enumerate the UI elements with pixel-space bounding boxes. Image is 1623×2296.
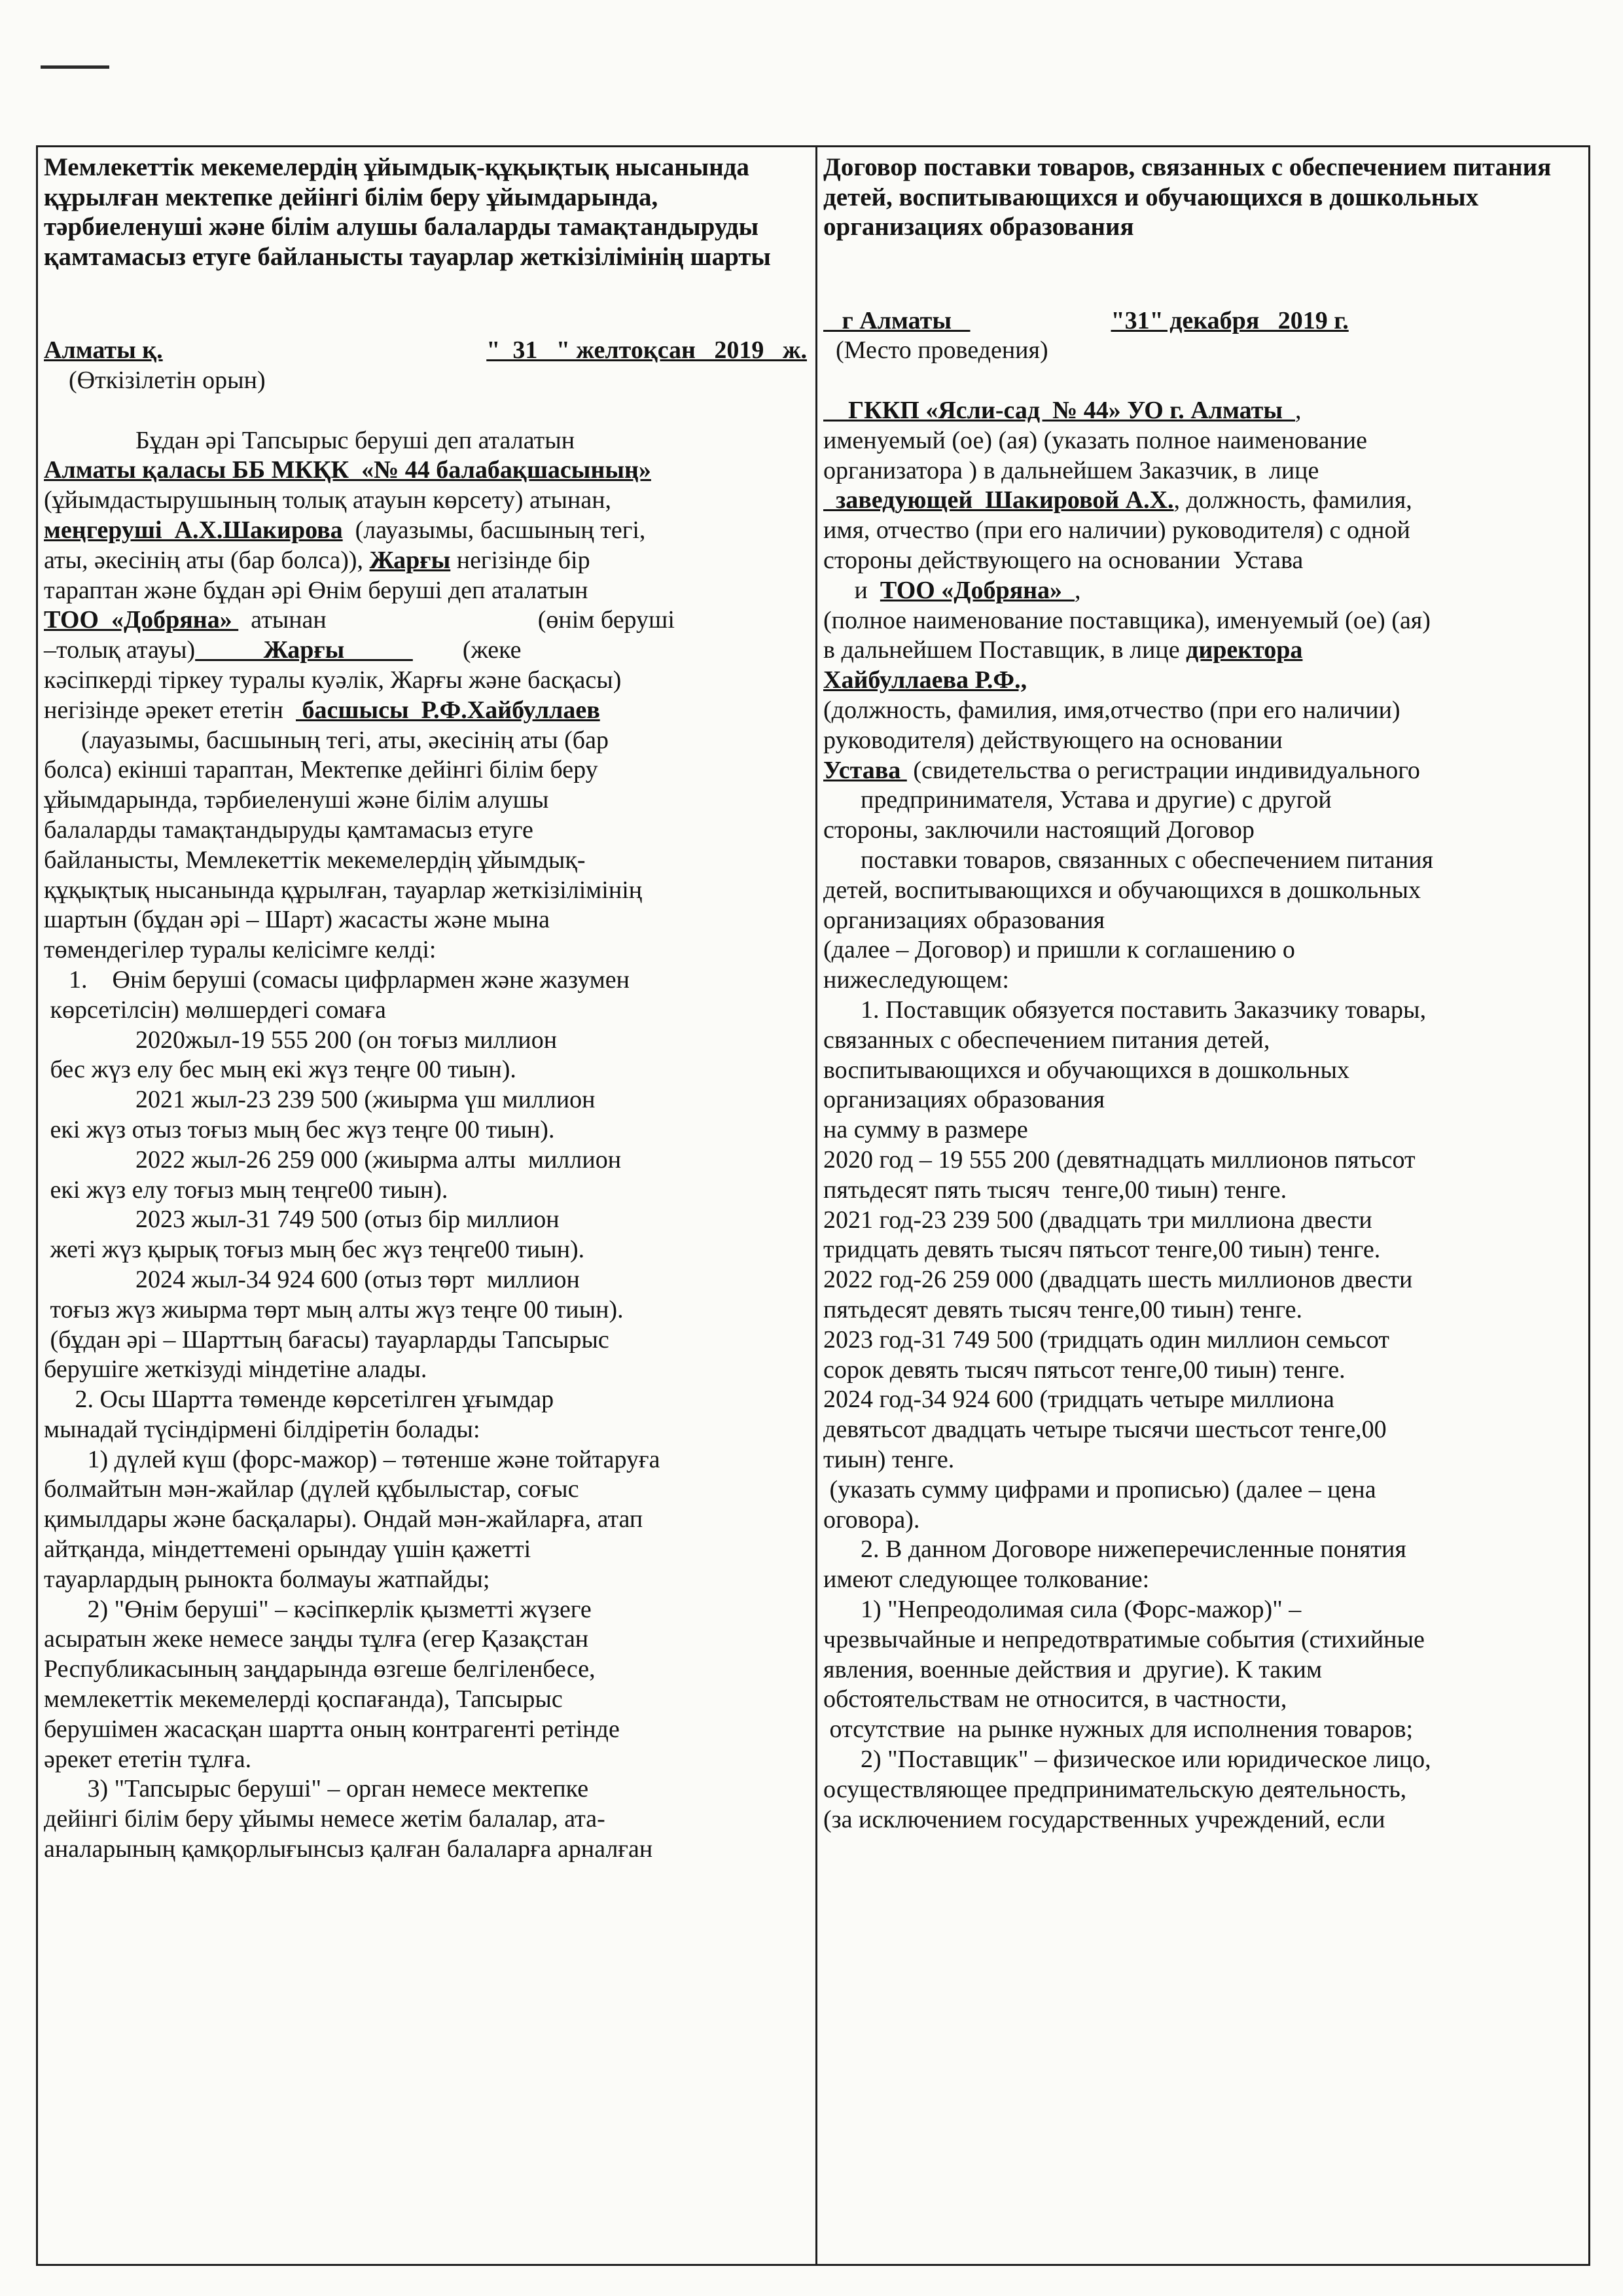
ru-title-line2: организациях образования <box>823 213 1134 241</box>
bilingual-contract-table <box>36 145 1590 2266</box>
ru-amount-line: 2023 год-31 749 500 (тридцать один миллион семьсот <box>823 1325 1390 1354</box>
ru-line: (за исключением государственных учреждений, если <box>823 1805 1385 1833</box>
kz-line: көрсетілсін) мөлшердегі сомаға <box>44 996 386 1024</box>
ru-line: отсутствие на рынке нужных для исполнения товаров; <box>823 1715 1414 1744</box>
kz-amount-line: 2023 жыл-31 749 500 (отыз бір миллион <box>135 1206 560 1234</box>
ru-supplier-name: ТОО «Добряна» <box>880 576 1075 604</box>
kz-line: аты, әкесінің аты (бар болса)), Жарғы негізінде бір <box>44 546 590 574</box>
ru-line: имя, отчество (при его наличии) руководителя) с одной <box>823 516 1410 545</box>
ru-line: 2) "Поставщик" – физическое или юридическое лицо, <box>823 1745 1431 1773</box>
kz-supplier-name: ТОО «Добряна» <box>44 606 239 634</box>
ru-amount-line: 2024 год-34 924 600 (тридцать четыре миллиона <box>823 1386 1334 1414</box>
kz-place-date-row <box>44 336 807 366</box>
kz-line: асыратын жеке немесе заңды тұлға (егер Қазақстан <box>44 1625 589 1653</box>
kz-date: " 31 " желтоқсан 2019 ж. <box>486 336 807 364</box>
kz-line: бес жүз елу бес мың екі жүз теңге 00 тиын). <box>44 1056 516 1084</box>
ru-line: ГККП «Ясли-сад № 44» УО г. Алматы , <box>823 397 1302 425</box>
kz-supplier-head: басшысы Р.Ф.Хайбуллаев <box>296 696 600 724</box>
ru-line: имеют следующее толкование: <box>823 1566 1150 1594</box>
kz-title: Мемлекеттік мекемелердің ұйымдық-құқықтық нысанында құрылған мектепке дейінгі білім беру ұйымдарында, тәрбиеленуші және білім алушы балаларды тамақтандыруды қамтамасыз етуге байланысты тауарлар жеткізілімінің шарты <box>44 153 771 271</box>
kz-line: негізінде әрекет ететін басшысы Р.Ф.Хайбуллаев <box>44 696 600 724</box>
ru-line: девятьсот двадцать четыре тысячи шестьсот тенге,00 <box>823 1416 1387 1444</box>
kz-amount-line: 2020жыл-19 555 200 (он тоғыз миллион <box>135 1026 558 1054</box>
ru-line: 2. В данном Договоре нижеперечисленные понятия <box>823 1535 1406 1564</box>
kz-line: дейінгі білім беру ұйымы немесе жетім балалар, ата- <box>44 1805 605 1833</box>
ru-line: организациях образования <box>823 1086 1105 1114</box>
ru-charter: Устава <box>823 756 907 784</box>
kz-line: Бұдан әрі Тапсырыс беруші деп аталатын <box>135 426 575 454</box>
russian-column <box>823 152 1586 1835</box>
corner-mark <box>41 65 109 69</box>
ru-line: обстоятельствам не относится, в частности, <box>823 1685 1287 1713</box>
kz-place-hint: (Өткізілетін орын) <box>69 366 266 394</box>
ru-line: пятьдесят девять тысяч тенге,00 тиын) тенге. <box>823 1296 1302 1323</box>
ru-line: оговора). <box>823 1505 920 1534</box>
kz-line: мынадай түсіндірмені білдіретін болады: <box>44 1415 480 1443</box>
kz-line: мемлекеттік мекемелерді қоспағанда), Тапсырыс <box>44 1685 563 1713</box>
ru-line: осуществляющее предпринимательскую деятельность, <box>823 1775 1407 1803</box>
ru-amount-line: 2021 год-23 239 500 (двадцать три миллиона двести <box>823 1206 1372 1234</box>
kz-line: 2) "Өнім беруші" – кәсіпкерлік қызметті жүзеге <box>44 1595 592 1623</box>
ru-date: "31" декабря 2019 г. <box>1111 306 1349 334</box>
ru-line: заведующей Шакировой А.Х., должность, фамилия, <box>823 486 1412 514</box>
kz-city: Алматы қ. <box>44 336 163 364</box>
kz-line: жеті жүз қырық тоғыз мың бес жүз теңге00 тиын). <box>44 1236 585 1264</box>
kz-line: ТОО «Добряна» атынан (өнім беруші <box>44 606 675 634</box>
kz-line: екі жүз отыз тоғыз мың бес жүз теңге 00 тиын). <box>44 1115 555 1143</box>
kz-line: шартын (бұдан әрі – Шарт) жасасты және мына <box>44 906 550 934</box>
ru-line: чрезвычайные и непредотвратимые события (стихийные <box>823 1625 1425 1653</box>
ru-line: тридцать девять тысяч пятьсот тенге,00 тиын) тенге. <box>823 1236 1381 1264</box>
kazakh-column <box>44 152 807 1865</box>
kz-line: (бұдан әрі – Шарттың бағасы) тауарларды Тапсырыс <box>44 1325 609 1354</box>
ru-supplier-position: директора <box>1186 636 1303 664</box>
kz-line: 2. Осы Шартта төменде көрсетілген ұғымдар <box>44 1386 554 1414</box>
kz-line: 1. Өнім беруші (сомасы цифрлармен және жазумен <box>44 965 630 994</box>
ru-line: нижеследующем: <box>823 966 1009 994</box>
ru-line: (указать сумму цифрами и прописью) (далее – цена <box>823 1475 1376 1503</box>
kz-line: тоғыз жүз жиырма төрт мың алты жүз теңге 00 тиын). <box>44 1295 624 1323</box>
ru-line: (должность, фамилия, имя,отчество (при его наличии) <box>823 696 1400 725</box>
kz-amount-line: 2024 жыл-34 924 600 (отыз төрт миллион <box>135 1265 580 1293</box>
kz-supplier-charter: Жарғы <box>195 636 413 664</box>
ru-line: связанных с обеспечением питания детей, <box>823 1026 1270 1054</box>
kz-head-name: меңгеруші А.Х.Шакирова <box>44 516 343 544</box>
ru-line: на сумму в размере <box>823 1116 1028 1144</box>
kz-charter: Жарғы <box>369 546 451 574</box>
ru-line: стороны действующего на основании Устава <box>823 547 1304 575</box>
kz-line: Республикасының заңдарында өзгеше белгіленбесе, <box>44 1655 596 1683</box>
kz-line: (лауазымы, басшының тегі, аты, әкесінің аты (бар <box>44 726 609 754</box>
ru-line: явления, военные действия и другие). К таким <box>823 1655 1322 1683</box>
ru-head-name: заведующей Шакировой А.Х. <box>823 486 1174 514</box>
ru-line: сорок девять тысяч пятьсот тенге,00 тиын) тенге. <box>823 1355 1346 1384</box>
ru-line: организатора ) в дальнейшем Заказчик, в лице <box>823 456 1319 484</box>
kz-line: меңгеруші А.Х.Шакирова (лауазымы, басшының тегі, <box>44 516 646 544</box>
ru-line: Устава (свидетельства о регистрации индивидуального <box>823 756 1420 784</box>
kz-organizer-name: Алматы қаласы ББ МКҚК «№ 44 балабақшасының» <box>44 456 651 484</box>
kz-line: берушімен жасасқан шартта оның контрагенті ретінде <box>44 1715 620 1743</box>
kz-line: –толық атауы) Жарғы (жеке <box>44 636 522 664</box>
kz-line: екі жүз елу тоғыз мың теңге00 тиын). <box>44 1175 448 1204</box>
kz-line: қимылдары және басқалары). Ондай мән-жайларға, атап <box>44 1505 643 1534</box>
ru-line: пятьдесят пять тысяч тенге,00 тиын) тенге. <box>823 1175 1287 1204</box>
ru-line: и ТОО «Добряна» , <box>823 576 1081 604</box>
ru-line: (полное наименование поставщика), именуемый (ое) (ая) <box>823 606 1431 634</box>
ru-supplier-head: Хайбуллаева Р.Ф., <box>823 666 1027 694</box>
ru-amount-line: 2020 год – 19 555 200 (девятнадцать миллионов пятьсот <box>823 1146 1416 1174</box>
kz-amount-line: 2022 жыл-26 259 000 (жиырма алты миллион <box>135 1145 622 1174</box>
ru-title: Договор поставки товаров, связанных с обеспечением питания детей, воспитывающихся и обучающихся в дошкольных <box>823 153 1552 211</box>
kz-line: аналарының қамқорлығынсыз қалған балаларға арналған <box>44 1835 653 1863</box>
ru-line: именуемый (ое) (ая) (указать полное наименование <box>823 426 1367 454</box>
column-divider <box>815 147 817 2264</box>
ru-place-date-row <box>823 306 1586 336</box>
ru-organizer-name: ГККП «Ясли-сад № 44» УО г. Алматы <box>823 397 1296 425</box>
ru-line: 1. Поставщик обязуется поставить Заказчику товары, <box>823 996 1427 1024</box>
ru-city: г Алматы <box>823 306 971 334</box>
ru-line: поставки товаров, связанных с обеспечением питания <box>823 846 1434 874</box>
kz-line: байланысты, Мемлекеттік мекемелердің ұйымдық- <box>44 846 586 874</box>
ru-line: в дальнейшем Поставщик, в лице директора <box>823 636 1303 664</box>
kz-line: тараптан және бұдан әрі Өнім беруші деп аталатын <box>44 576 588 604</box>
ru-amount-line: 2022 год-26 259 000 (двадцать шесть миллионов двести <box>823 1266 1413 1294</box>
ru-line: 1) "Непреодолимая сила (Форс-мажор)" – <box>823 1595 1302 1623</box>
kz-line: балаларды тамақтандыруды қамтамасыз етуге <box>44 816 533 844</box>
kz-line: төмендегілер туралы келісімге келді: <box>44 936 437 964</box>
ru-line: стороны, заключили настоящий Договор <box>823 816 1255 844</box>
kz-line: кәсіпкерді тіркеу туралы куәлік, Жарғы және басқасы) <box>44 666 622 694</box>
ru-place-hint: (Место проведения) <box>823 336 1048 365</box>
kz-line: әрекет ететін тұлға. <box>44 1745 252 1773</box>
kz-line: ұйымдарында, тәрбиеленуші және білім алушы <box>44 786 549 814</box>
kz-line: (ұйымдастырушының толық атауын көрсету) атынан, <box>44 486 612 514</box>
kz-line: айтқанда, міндеттемені орындау үшін қажетті <box>44 1535 531 1564</box>
ru-line: предпринимателя, Устава и другие) с другой <box>823 786 1332 814</box>
ru-line: организациях образования <box>823 906 1105 934</box>
ru-line: (далее – Договор) и пришли к соглашению о <box>823 936 1295 964</box>
ru-line: воспитывающихся и обучающихся в дошкольных <box>823 1056 1350 1084</box>
kz-line: болса) екінші тараптан, Мектепке дейінгі білім беру <box>44 756 598 784</box>
kz-line: құқықтық нысанында құрылған, тауарлар жеткізілімінің <box>44 876 643 904</box>
ru-line: детей, воспитывающихся и обучающихся в дошкольных <box>823 876 1421 904</box>
kz-line: 3) "Тапсырыс беруші" – орган немесе мектепке <box>44 1775 589 1803</box>
kz-line: болмайтын мән-жайлар (дүлей құбылыстар, соғыс <box>44 1475 579 1503</box>
kz-amount-line: 2021 жыл-23 239 500 (жиырма үш миллион <box>135 1086 596 1114</box>
kz-line: 1) дүлей күш (форс-мажор) – төтенше және тойтаруға <box>44 1445 660 1473</box>
ru-line: тиын) тенге. <box>823 1445 955 1473</box>
ru-line: руководителя) действующего на основании <box>823 726 1283 754</box>
kz-line: берушіге жеткізуді міндетіне алады. <box>44 1355 427 1384</box>
kz-line: тауарлардың рынокта болмауы жатпайды; <box>44 1565 490 1593</box>
